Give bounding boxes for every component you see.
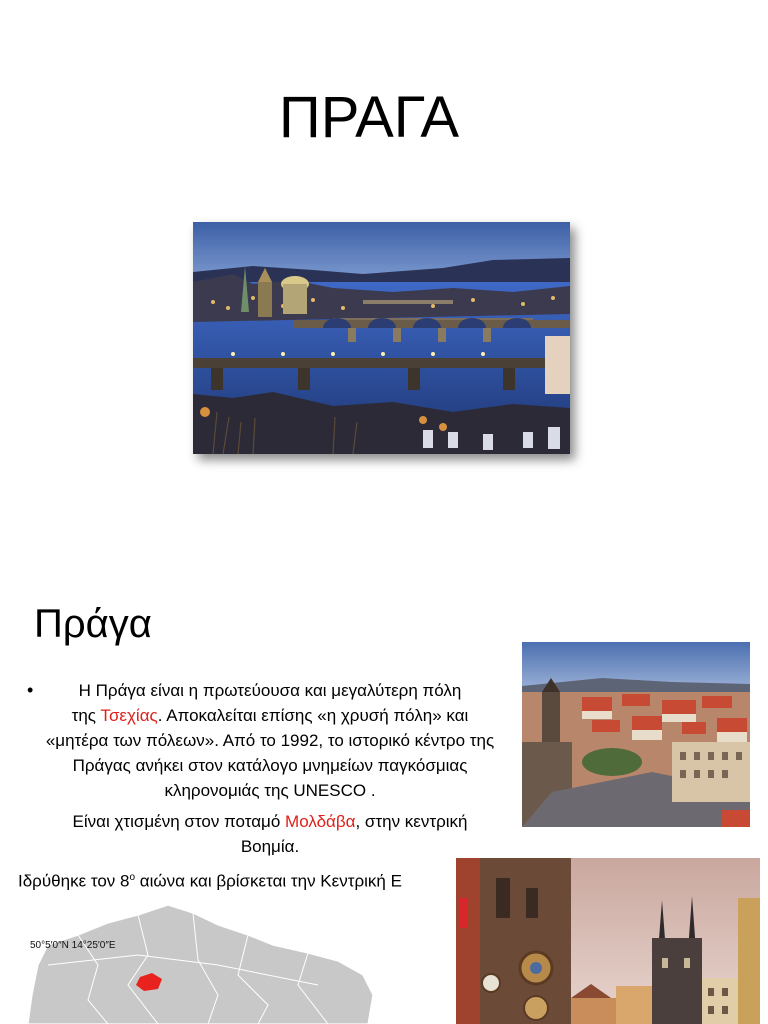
section-title: Πράγα [34,602,152,646]
p1-line-2a: της [71,706,101,725]
paragraph-3 [10,865,530,894]
p2-line-1: Είναι χτισμένη στον ποταμό [72,812,286,831]
map-coordinates: 50°5′0″N 14°25′0″E [30,940,116,951]
vltava-link[interactable]: Μολδάβα [285,812,356,831]
paragraph-1 [10,678,530,803]
p3-text-a: Ιδρύθηκε τον 8 [18,871,130,891]
tyn-church-photo [456,858,760,1024]
paragraph-2 [10,809,530,859]
old-town-square-photo [522,642,750,827]
p1-line-2b: . Αποκαλείται επίσης «η χρυσή πόλη» και [157,706,469,725]
czech-map [18,905,378,1024]
slide-title: ΠΡΑΓΑ [278,85,460,150]
prague-bridges-photo [193,222,570,454]
p1-line-5: κληρονομιάς της UNESCO . [164,781,376,800]
p3-superscript: ο [129,872,136,883]
p1-line-1: Η Πράγα είναι η πρωτεύουσα και μεγαλύτερη πόλη [78,681,462,700]
czechia-link[interactable]: Τσεχίας [100,706,158,725]
p1-line-3: «μητέρα των πόλεων». Από το 1992, το ιστορικό κέντρο της [45,731,495,750]
p3-text-b: αιώνα και βρίσκεται την Κεντρική Ε [135,871,402,891]
p2-line-2: Βοημία. [240,837,300,856]
p1-line-4: Πράγας ανήκει στον κατάλογο μνημείων παγκόσμιας [72,756,468,775]
p2-line-1b: , στην κεντρική [355,812,468,831]
bullet-marker: • [27,680,34,700]
body-text [10,678,530,894]
